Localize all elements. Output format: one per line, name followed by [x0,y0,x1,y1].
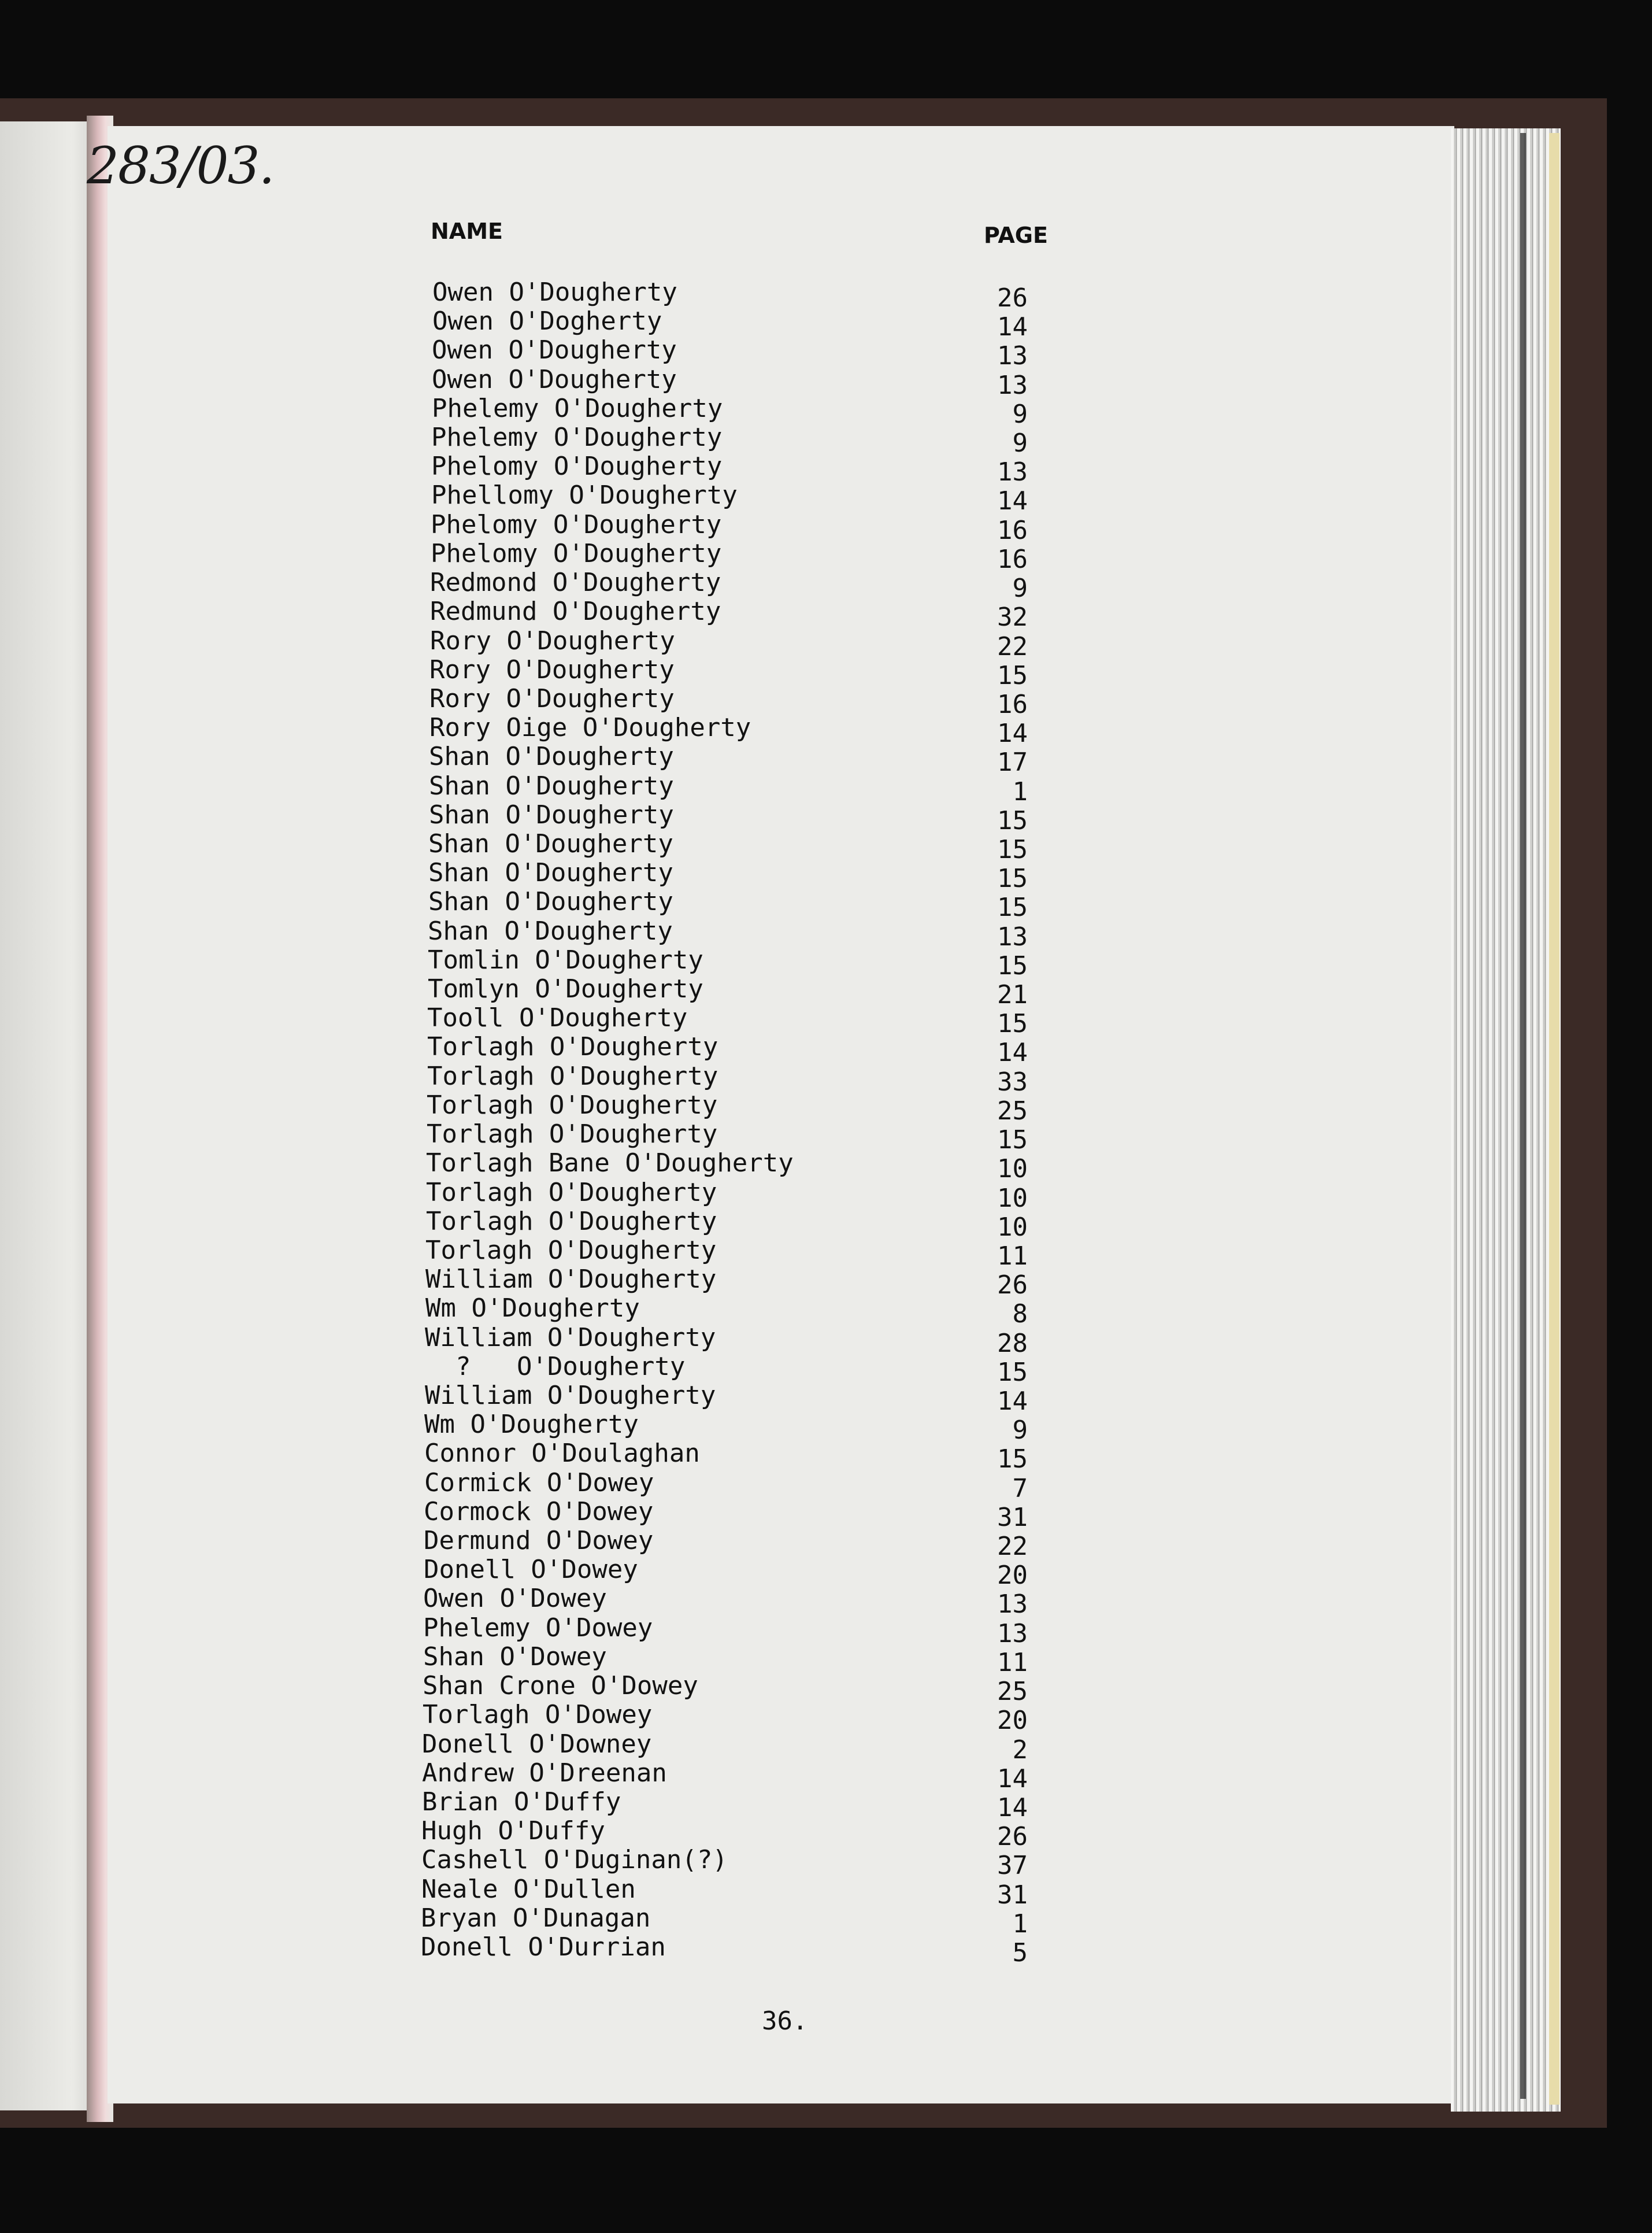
table-row [0,278,1652,313]
entry-name: Torlagh O'Dougherty [427,1062,718,1091]
entry-page: 16 [997,545,1028,574]
entry-page: 26 [997,1822,1028,1851]
table-row [0,1671,1652,1706]
entry-page: 9 [1012,1415,1028,1445]
table-row [0,1729,1652,1765]
entry-name: Owen O'Dougherty [432,278,677,307]
entry-name: Bryan O'Dunagan [421,1903,651,1933]
table-row [0,713,1652,748]
entry-page: 13 [997,341,1028,371]
entry-name: Cormick O'Dowey [424,1468,654,1498]
table-row [0,1090,1652,1126]
entry-page: 14 [997,312,1028,342]
entry-name: Donell O'Dowey [424,1555,638,1584]
entry-page: 15 [997,1444,1028,1474]
table-row [0,1410,1652,1445]
entry-page: 15 [997,864,1028,893]
entry-page: 14 [997,486,1028,516]
entry-page: 1 [1012,777,1028,807]
entry-name: Shan Crone O'Dowey [423,1671,698,1700]
entry-name: Neale O'Dullen [421,1875,636,1904]
entry-page: 14 [997,1764,1028,1794]
name-column-header: NAME [431,219,503,244]
page-number: 36. [762,2006,808,2036]
entry-name: Owen O'Dowey [423,1584,607,1613]
entry-page: 15 [997,661,1028,690]
table-row [0,1207,1652,1242]
entry-page: 5 [1012,1938,1028,1968]
table-row [0,1119,1652,1155]
entry-page: 15 [997,951,1028,981]
entry-name: Tomlyn O'Dougherty [428,974,703,1004]
table-row [0,1003,1652,1038]
entry-name: Shan O'Dougherty [428,887,673,916]
entry-name: Shan O'Dowey [423,1642,607,1672]
table-row [0,1816,1652,1851]
entry-name: ? O'Dougherty [425,1352,686,1381]
entry-name: Owen O'Dougherty [432,365,677,394]
table-row [0,800,1652,835]
entry-name: Shan O'Dougherty [428,829,673,859]
entry-name: Torlagh O'Dowey [423,1700,653,1729]
entry-name: Torlagh O'Dougherty [427,1119,718,1149]
table-row [0,1903,1652,1939]
entry-page: 22 [997,632,1028,661]
table-row [0,1323,1652,1358]
entry-page: 16 [997,516,1028,545]
entry-page: 1 [1012,1909,1028,1939]
table-row [0,1700,1652,1735]
table-row [0,597,1652,632]
entry-name: Shan O'Dougherty [429,771,674,801]
table-row [0,1032,1652,1067]
table-row [0,1293,1652,1329]
entry-page: 9 [1012,574,1028,603]
table-row [0,568,1652,603]
table-row [0,655,1652,690]
entry-page: 10 [997,1212,1028,1242]
entry-page: 15 [997,893,1028,922]
table-row [0,1468,1652,1503]
table-row [0,1787,1652,1822]
handwritten-annotation: 283/03. [87,136,274,195]
entry-name: Phelemy O'Dougherty [431,423,723,452]
entry-page: 32 [997,602,1028,632]
entry-name: Redmond O'Dougherty [430,568,721,597]
table-row [0,452,1652,487]
entry-name: Shan O'Dougherty [428,916,673,946]
table-row [0,887,1652,922]
table-row [0,1148,1652,1184]
entry-page: 11 [997,1648,1028,1677]
entry-page: 37 [997,1851,1028,1880]
table-row [0,1613,1652,1648]
entry-page: 8 [1012,1299,1028,1329]
table-row [0,335,1652,371]
table-row [0,1439,1652,1474]
table-row [0,858,1652,893]
entry-page: 13 [997,922,1028,952]
entry-page: 26 [997,283,1028,313]
entry-page: 17 [997,748,1028,777]
table-row [0,829,1652,864]
entry-name: Phelomy O'Dougherty [431,452,723,481]
table-row [0,365,1652,400]
entry-name: Tooll O'Dougherty [427,1003,688,1033]
entry-page: 21 [997,980,1028,1010]
entry-page: 15 [997,1358,1028,1387]
table-row [0,945,1652,981]
entry-name: Torlagh O'Dougherty [427,1090,718,1120]
entry-name: Owen O'Dogherty [432,306,662,336]
entry-page: 14 [997,1793,1028,1822]
entry-name: Wm O'Dougherty [425,1293,640,1323]
entry-page: 9 [1012,400,1028,429]
entry-name: Torlagh O'Dougherty [427,1032,718,1062]
table-row [0,1062,1652,1097]
entry-name: Phelomy O'Dougherty [431,510,722,539]
table-row [0,510,1652,545]
table-row [0,306,1652,342]
entry-name: Torlagh O'Dougherty [425,1236,717,1265]
table-row [0,1758,1652,1794]
table-row [0,1584,1652,1619]
table-row [0,1845,1652,1880]
entry-name: Rory O'Dougherty [429,655,675,685]
table-row [0,1236,1652,1271]
table-row [0,974,1652,1010]
entry-name: William O'Dougherty [425,1265,717,1294]
entry-name: Cashell O'Duginan(?) [421,1845,728,1875]
entry-name: Tomlin O'Dougherty [428,945,703,975]
entry-page: 15 [997,1125,1028,1155]
entry-page: 28 [997,1329,1028,1358]
entry-page: 14 [997,1387,1028,1416]
table-row [0,1381,1652,1416]
table-row [0,1497,1652,1532]
entry-name: William O'Dougherty [425,1323,716,1352]
entry-page: 31 [997,1503,1028,1532]
table-row [0,394,1652,429]
entry-name: Owen O'Dougherty [432,335,677,365]
entry-name: Phelemy O'Dowey [423,1613,653,1643]
table-row [0,480,1652,516]
entry-page: 16 [997,690,1028,719]
table-row [0,771,1652,807]
table-row [0,423,1652,458]
entry-name: Shan O'Dougherty [429,800,674,830]
entry-name: William O'Dougherty [425,1381,716,1410]
entry-name: Rory O'Dougherty [430,626,675,656]
entry-name: Torlagh O'Dougherty [426,1207,717,1236]
entry-name: Connor O'Doulaghan [424,1439,700,1468]
table-row [0,1265,1652,1300]
entry-page: 10 [997,1184,1028,1213]
entry-name: Phelemy O'Dougherty [432,394,723,423]
page-column-header: PAGE [984,223,1048,248]
table-row [0,916,1652,952]
table-row [0,1642,1652,1677]
entry-name: Rory O'Dougherty [429,684,675,713]
entry-page: 13 [997,457,1028,487]
entry-name: Torlagh O'Dougherty [426,1178,717,1207]
entry-name: Donell O'Downey [422,1729,652,1759]
entry-name: Donell O'Durrian [421,1932,666,1962]
entry-page: 15 [997,806,1028,835]
entry-name: Phellomy O'Dougherty [431,480,738,510]
entry-name: Wm O'Dougherty [424,1410,639,1439]
entry-name: Shan O'Dougherty [428,858,673,888]
entry-name: Shan O'Dougherty [429,742,674,771]
entry-page: 33 [997,1067,1028,1097]
table-row [0,539,1652,574]
entry-page: 13 [997,1619,1028,1648]
table-row [0,626,1652,661]
entry-name: Andrew O'Dreenan [422,1758,667,1788]
entry-page: 15 [997,1009,1028,1038]
entry-page: 20 [997,1561,1028,1590]
entry-page: 14 [997,1038,1028,1067]
table-row [0,1352,1652,1387]
entry-page: 31 [997,1880,1028,1910]
entry-page: 13 [997,371,1028,400]
entry-name: Brian O'Duffy [422,1787,621,1817]
entry-name: Redmund O'Dougherty [430,597,721,626]
table-row [0,1555,1652,1590]
entry-page: 15 [997,835,1028,864]
entry-page: 11 [997,1241,1028,1271]
entry-page: 13 [997,1589,1028,1619]
entry-name: Torlagh Bane O'Dougherty [426,1148,794,1178]
entry-name: Cormock O'Dowey [424,1497,654,1526]
entry-page: 9 [1012,428,1028,458]
table-row [0,742,1652,777]
entry-page: 25 [997,1096,1028,1126]
table-row [0,1526,1652,1561]
table-row [0,684,1652,719]
entry-page: 22 [997,1532,1028,1561]
table-row [0,1932,1652,1968]
entry-page: 14 [997,719,1028,748]
entry-name: Dermund O'Dowey [424,1526,654,1555]
entry-name: Phelomy O'Dougherty [431,539,722,568]
table-row [0,1875,1652,1910]
entry-page: 25 [997,1677,1028,1706]
entry-name: Rory Oige O'Dougherty [429,713,751,742]
entry-page: 20 [997,1706,1028,1735]
entry-page: 26 [997,1270,1028,1300]
entry-page: 7 [1012,1474,1028,1503]
entry-page: 2 [1012,1735,1028,1765]
table-row [0,1178,1652,1213]
entry-page: 10 [997,1154,1028,1184]
entry-name: Hugh O'Duffy [421,1816,605,1846]
